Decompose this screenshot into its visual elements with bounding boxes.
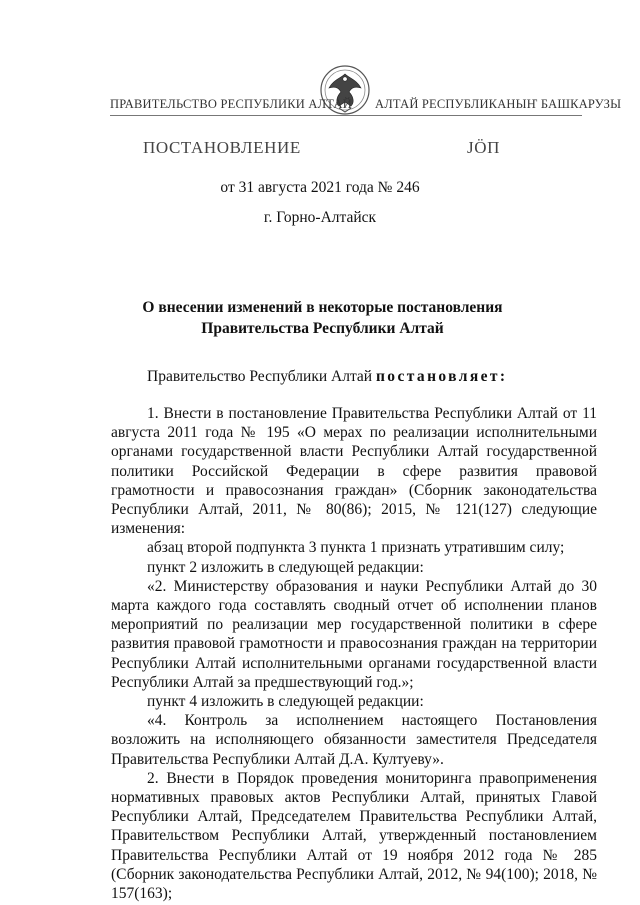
intro-line (147, 368, 507, 386)
intro-text: Правительство Республики Алтай (147, 368, 376, 385)
header-divider (110, 115, 582, 116)
document-body (111, 404, 597, 903)
paragraph: «4. Контроль за исполнением настоящего Постановления возложить на исполняющего обязанности заместителя Председателя Правительства Республики Алтай Д.А. Култуеву». (111, 712, 597, 768)
paragraph: пункт 4 изложить в следующей редакции: (147, 693, 424, 711)
document-city: г. Горно-Алтайск (263, 209, 377, 226)
paragraph: пункт 2 изложить в следующей редакции: (147, 558, 424, 576)
paragraph: 1. Внести в постановление Правительства Республики Алтай от 11 августа 2011 года № 195 «О мерах по реализации исполнительными органами государственной власти Республики Алтай государственной политики Российской Федерации в сфере развития правовой грамотности и правосознания граждан» (Сборник законодательства Республики Алтай, 2011, № 80(86); 2015, № 121(127) следующие изменения: (111, 405, 597, 538)
document-date-number: от 31 августа 2021 года № 246 (220, 179, 420, 196)
paragraph: «2. Министерству образования и науки Республики Алтай до 30 марта каждого года составлять сводный отчет об исполнении планов мероприятий по реализации мер государственной политики в сфере развития правовой грамотности и правосознания граждан на территории Республики Алтай исполнительными органами государственной власти Республики Алтай за предшествующий год.»; (111, 577, 597, 691)
paragraph: 2. Внести в Порядок проведения мониторинга правоприменения нормативных правовых актов Республики Алтай, принятых Главой Республики Алтай, Председателем Правительства Республики Алтай, Правительством Республики Алтай, утвержденный постановлением Правительства Республики Алтай от 19 ноября 2012 года № 285 (Сборник законодательства Республики Алтай, 2012, № 94(100); 2018, № 157(163); (111, 769, 597, 903)
doc-type-altai: ЈӦП (467, 138, 500, 157)
header-right-title: АЛТАЙ РЕСПУБЛИКАНЫҤ БАШКАРУЗЫ (375, 97, 622, 111)
decree-word: постановляет: (375, 368, 508, 385)
header-left-title: ПРАВИТЕЛЬСТВО РЕСПУБЛИКИ АЛТАЙ (110, 97, 352, 111)
doc-type-russian: ПОСТАНОВЛЕНИЕ (143, 138, 301, 157)
document-title: О внесении изменений в некоторые постановления Правительства Республики Алтай (142, 299, 503, 337)
paragraph: абзац второй подпункта 3 пункта 1 признать утратившим силу; (147, 539, 565, 557)
